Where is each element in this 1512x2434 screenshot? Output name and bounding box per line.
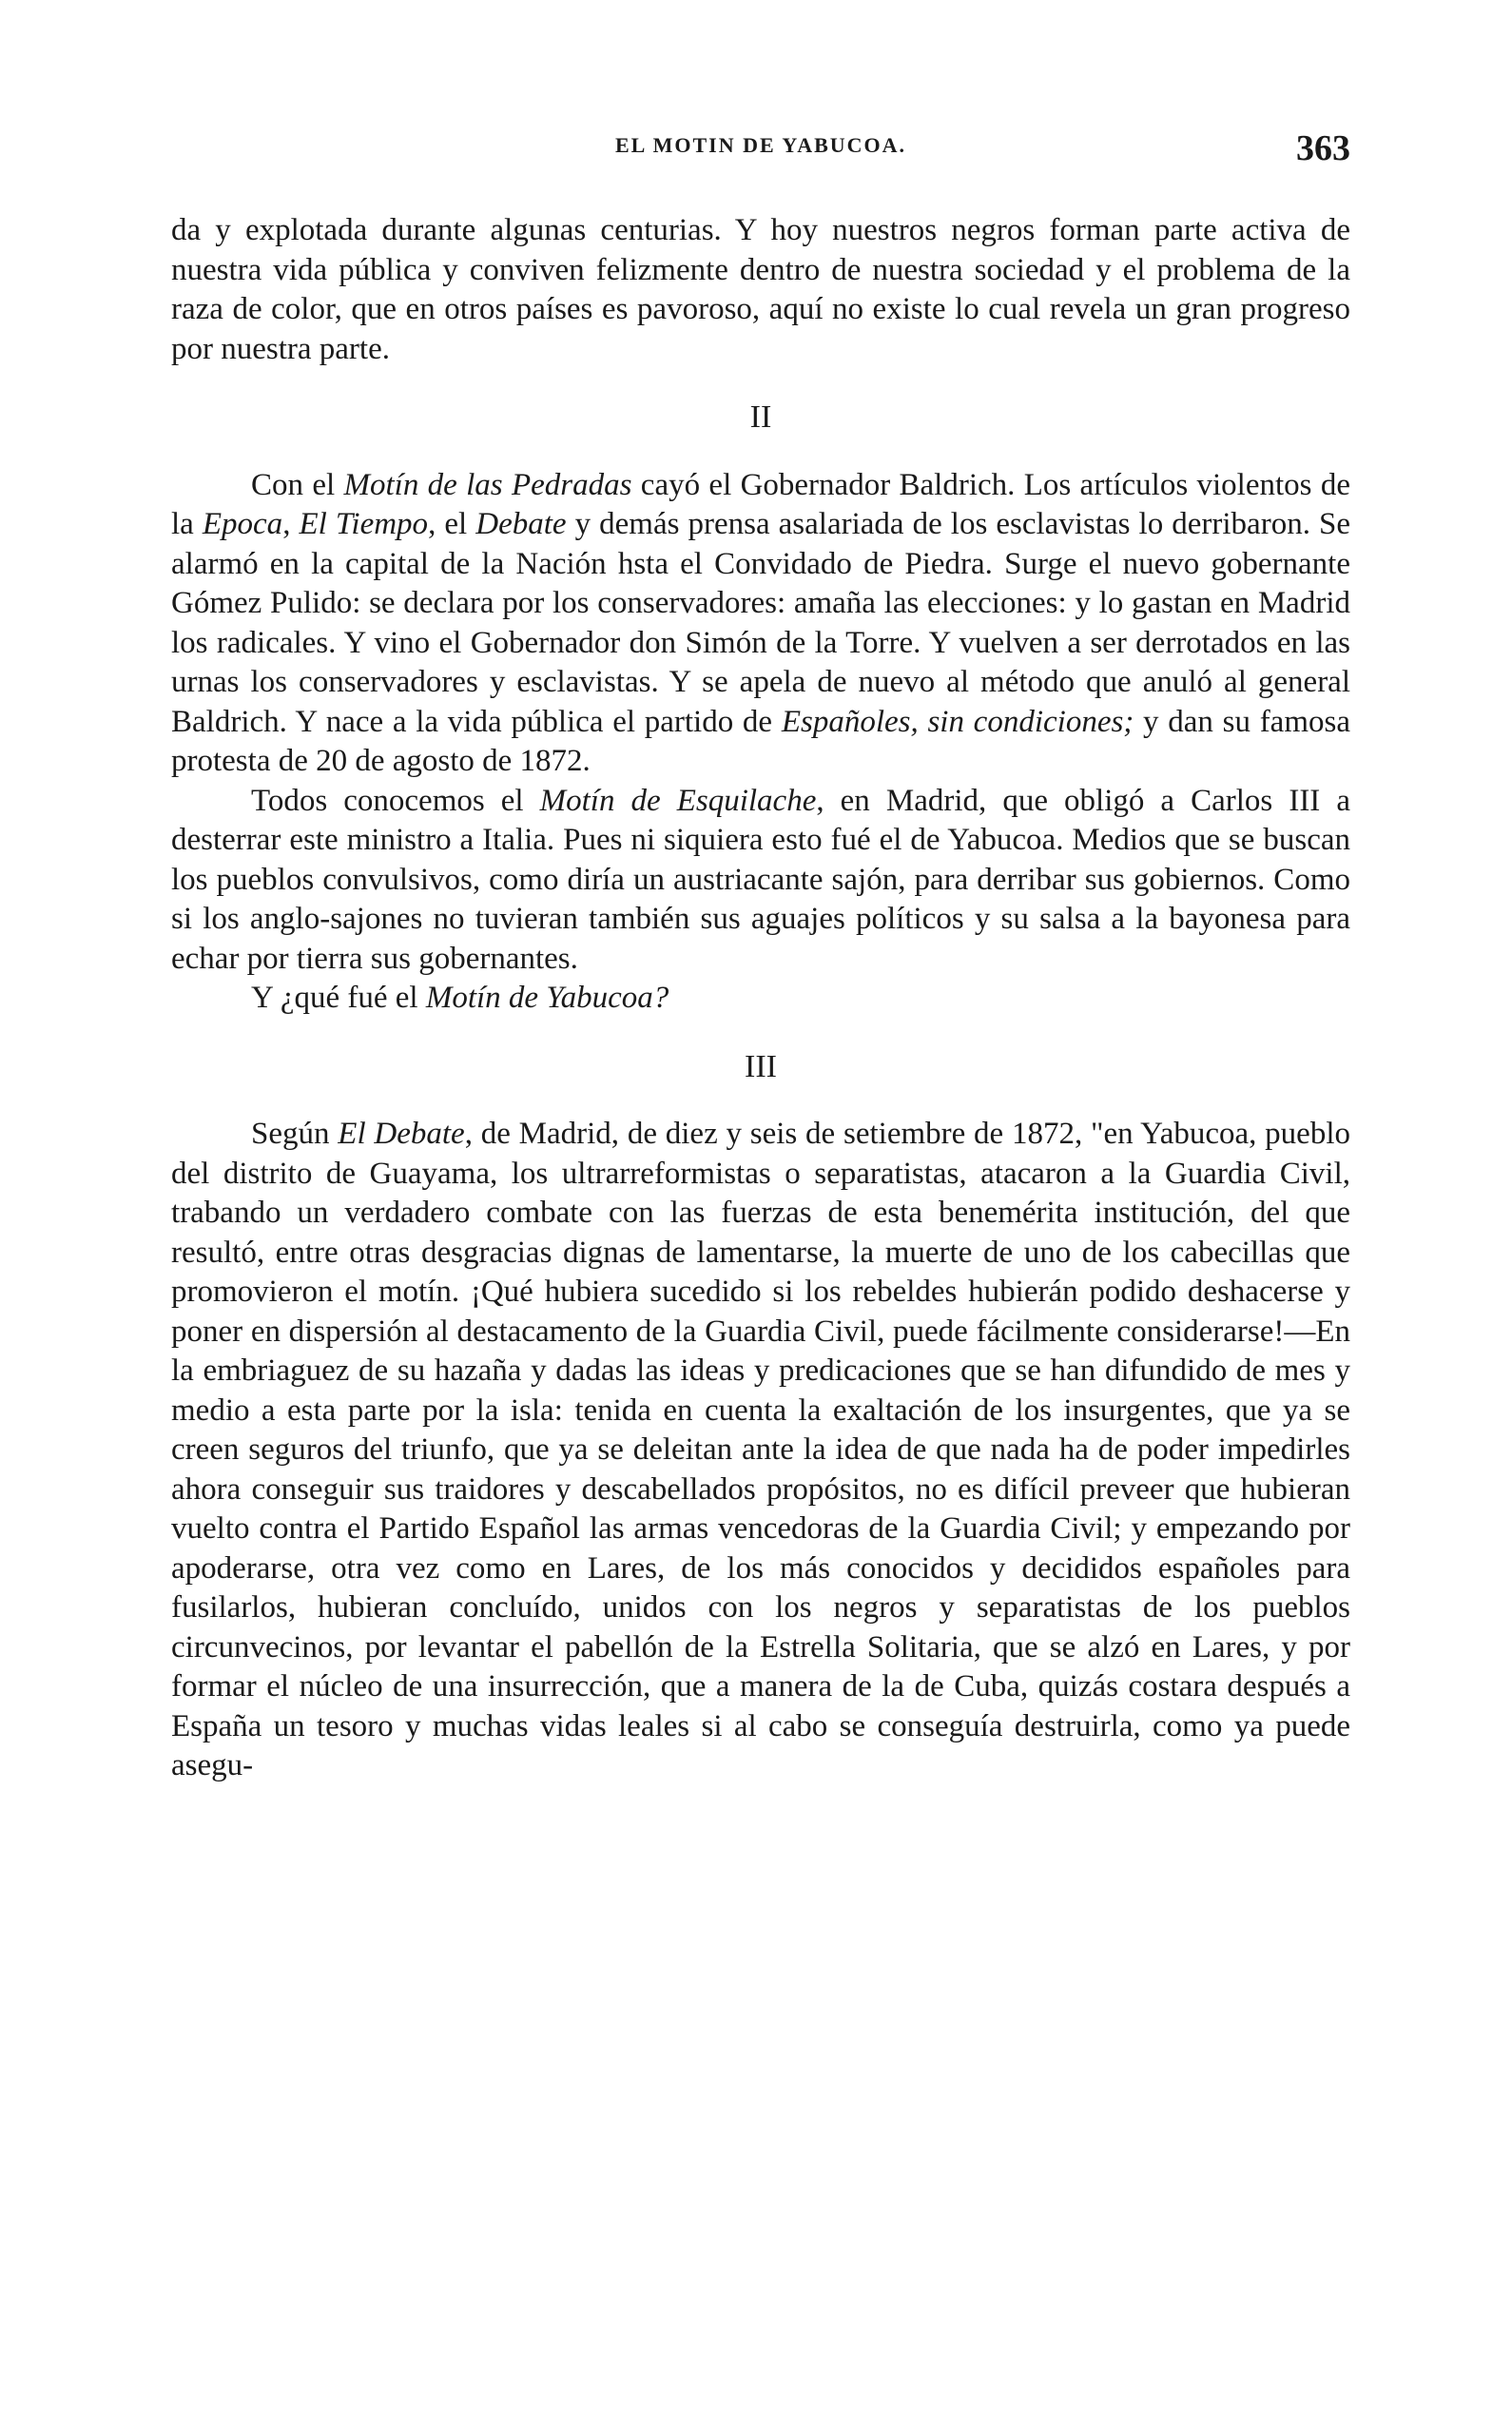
italic-run: El Tiempo bbox=[299, 507, 429, 541]
text-block bbox=[171, 211, 1350, 1786]
italic-run: Motín de Esquilache bbox=[539, 783, 817, 818]
page-number: 363 bbox=[1296, 128, 1350, 168]
text-run: Y ¿qué fué el bbox=[251, 981, 426, 1015]
section-heading-iii: III bbox=[745, 1048, 777, 1084]
section-heading-ii: II bbox=[749, 399, 772, 435]
italic-run: Motín de Yabucoa? bbox=[425, 981, 669, 1015]
italic-run: Debate bbox=[475, 507, 567, 541]
paragraph-text: da y explotada durante algunas centurias. Y hoy nuestros negros forman parte activa de nuestra vida pública y conviven felizmente dentro de nuestra sociedad y el problema de la raza de color, que en otros países es pavoroso, aquí no existe lo cual revela un gran progreso por nuestra parte. bbox=[171, 213, 1350, 366]
text-run: y dan su famosa protesta de 20 de agosto de 1872. bbox=[171, 704, 1350, 778]
paragraph-baldrich bbox=[171, 466, 1350, 782]
running-header bbox=[171, 128, 1350, 171]
text-run: , de Madrid, de diez y seis de setiembre de 1872, "en Yabucoa, pueblo del distrito de Guayama, los ultrarreformistas o separatistas, atacaron a la Guardia Civil, trabando un verdadero combate con las fuerzas de esta benemérita institución, del que resultó, entre otras desgracias dignas de lamentarse, la muerte de uno de los cabecillas que promovieron el motín. ¡Qué hubiera sucedido si los rebeldes hubierán podido deshacerse y poner en dispersión al destacamento de la Guardia Civil, puede fácilmente considerarse!—En la embriaguez de su hazaña y dadas las ideas y predicaciones que se han difundido de mes y medio a esta parte por la isla: tenida en cuenta la exaltación de los insurgentes, que ya se creen seguros del triunfo, que ya se deleitan ante la idea de que nada ha de poder impedirles ahora conseguir sus traidores y descabellados propósitos, no es difícil preveer que hubieran vuelto contra el Partido Español las armas vencedoras de la Guardia Civil; y empezando por apoderarse, otra vez como en Lares, de los más conocidos y decididos españoles para fusilarlos, hubieran concluído, unidos con los negros y separatistas de los pueblos circunvecinos, por levantar el pabellón de la Estrella Solitaria, que se alzó en Lares, y por formar el núcleo de una insurrección, que a manera de la de Cuba, quizás costara después a España un tesoro y muchas vidas leales si al cabo se conseguía destruirla, como ya puede asegu- bbox=[171, 1117, 1350, 1782]
italic-run: Españoles, sin condiciones; bbox=[781, 704, 1134, 739]
italic-run: Epoca bbox=[202, 507, 283, 541]
text-run: , en Madrid, que obligó a Carlos III a desterrar este ministro a Italia. Pues ni siquiera esto fué el de Yabucoa. Medios que se buscan los pueblos convulsivos, como diría un austriacante sajón, para derribar sus gobiernos. Como si los anglo-sajones no tuvieran también sus aguajes políticos y su salsa a la bayonesa para echar por tierra sus gobernantes. bbox=[171, 783, 1350, 976]
paragraph-el-debate bbox=[171, 1115, 1350, 1786]
italic-run: Motín de las Pedradas bbox=[343, 467, 632, 502]
text-run: y demás prensa asalariada de los esclavistas lo derribaron. Se alarmó en la capital de la Nación hsta el Convidado de Piedra. Surge el nuevo gobernante Gómez Pulido: se declara por los conservadores: amaña las elecciones: y lo gastan en Madrid los radicales. Y vino el Gobernador don Simón de la Torre. Y vuelven a ser derrotados en las urnas los conservadores y esclavistas. Y se apela de nuevo al método que anuló al general Baldrich. Y nace a la vida pública el partido de bbox=[171, 507, 1350, 739]
italic-run: El Debate bbox=[338, 1117, 465, 1151]
text-run: , el bbox=[428, 507, 476, 541]
running-title: EL MOTIN DE YABUCOA. bbox=[614, 133, 907, 157]
text-run: Con el bbox=[251, 467, 344, 502]
text-run: , bbox=[282, 507, 300, 541]
text-run: Todos conocemos el bbox=[251, 783, 540, 818]
text-run: cayó el Gobernador Baldrich. Los artículos violentos de la bbox=[171, 467, 1350, 541]
paragraph-continuation bbox=[171, 211, 1350, 369]
text-run: Según bbox=[251, 1117, 339, 1151]
paragraph-esquilache bbox=[171, 782, 1350, 980]
paragraph-question bbox=[171, 979, 1350, 1019]
